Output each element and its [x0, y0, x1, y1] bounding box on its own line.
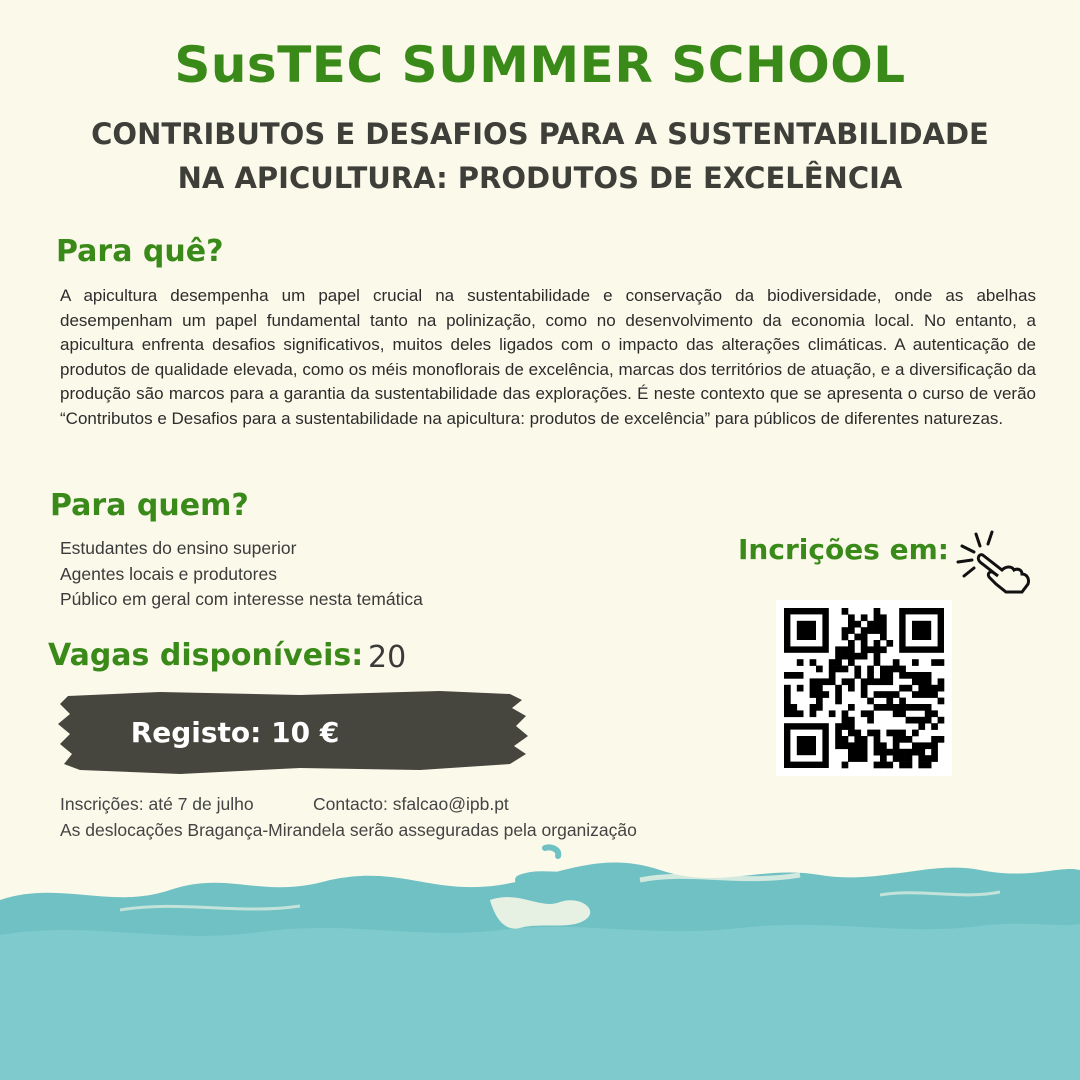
- qr-code-image: [776, 600, 952, 776]
- vagas-value: 20: [368, 640, 407, 675]
- audience-item: Público em geral com interesse nesta temática: [60, 589, 423, 609]
- qr-code[interactable]: [776, 600, 952, 776]
- audience-item: Estudantes do ensino superior: [60, 538, 297, 558]
- audience-item: Agentes locais e produtores: [60, 563, 277, 584]
- why-text: A apicultura desempenha um papel crucial na sustentabilidade e conservação da biodiversidade, onde as abelhas desempenham um papel fundamental tanto na polinização, como no desenvolvimento da economia local. No entanto, a apicultura enfrenta desafios significativos, muitos deles ligados com o impacto das alterações climáticas. A autenticação de produtos de qualidade elevada, como os méis monoflorais de excelência, marcas dos territórios de atuação, e a diversificação da produção são marcos para a garantia da sustentabilidade das explorações. É neste contexto que se apresenta o curso de verão “Contributos e Desafios para a sustentabilidade na apicultura: produtos de excelência” para públicos de diferentes naturezas.: [60, 286, 1036, 428]
- subtitle: [0, 112, 1080, 200]
- why-heading: Para quê?: [56, 234, 224, 269]
- who-heading: Para quem?: [50, 488, 249, 523]
- teal-brush-decoration: [0, 840, 1080, 1080]
- registo-label: Registo: 10 €: [130, 716, 340, 749]
- deadline-text: Inscrições: até 7 de julho: [60, 794, 254, 814]
- subtitle-line-1: CONTRIBUTOS E DESAFIOS PARA A SUSTENTABILIDADE: [91, 117, 989, 151]
- pointing-hand-icon: [950, 526, 1034, 601]
- transport-text: As deslocações Bragança-Mirandela serão asseguradas pela organização: [60, 820, 637, 840]
- signup-label: Incrições em:: [738, 533, 949, 566]
- subtitle-line-2: NA APICULTURA: PRODUTOS DE EXCELÊNCIA: [177, 161, 903, 195]
- contact-text: Contacto: sfalcao@ipb.pt: [313, 794, 509, 814]
- audience-list: [60, 536, 423, 613]
- registo-banner: [40, 688, 540, 778]
- page-title: SusTEC SUMMER SCHOOL: [174, 36, 906, 94]
- vagas-label: Vagas disponíveis:: [48, 638, 364, 673]
